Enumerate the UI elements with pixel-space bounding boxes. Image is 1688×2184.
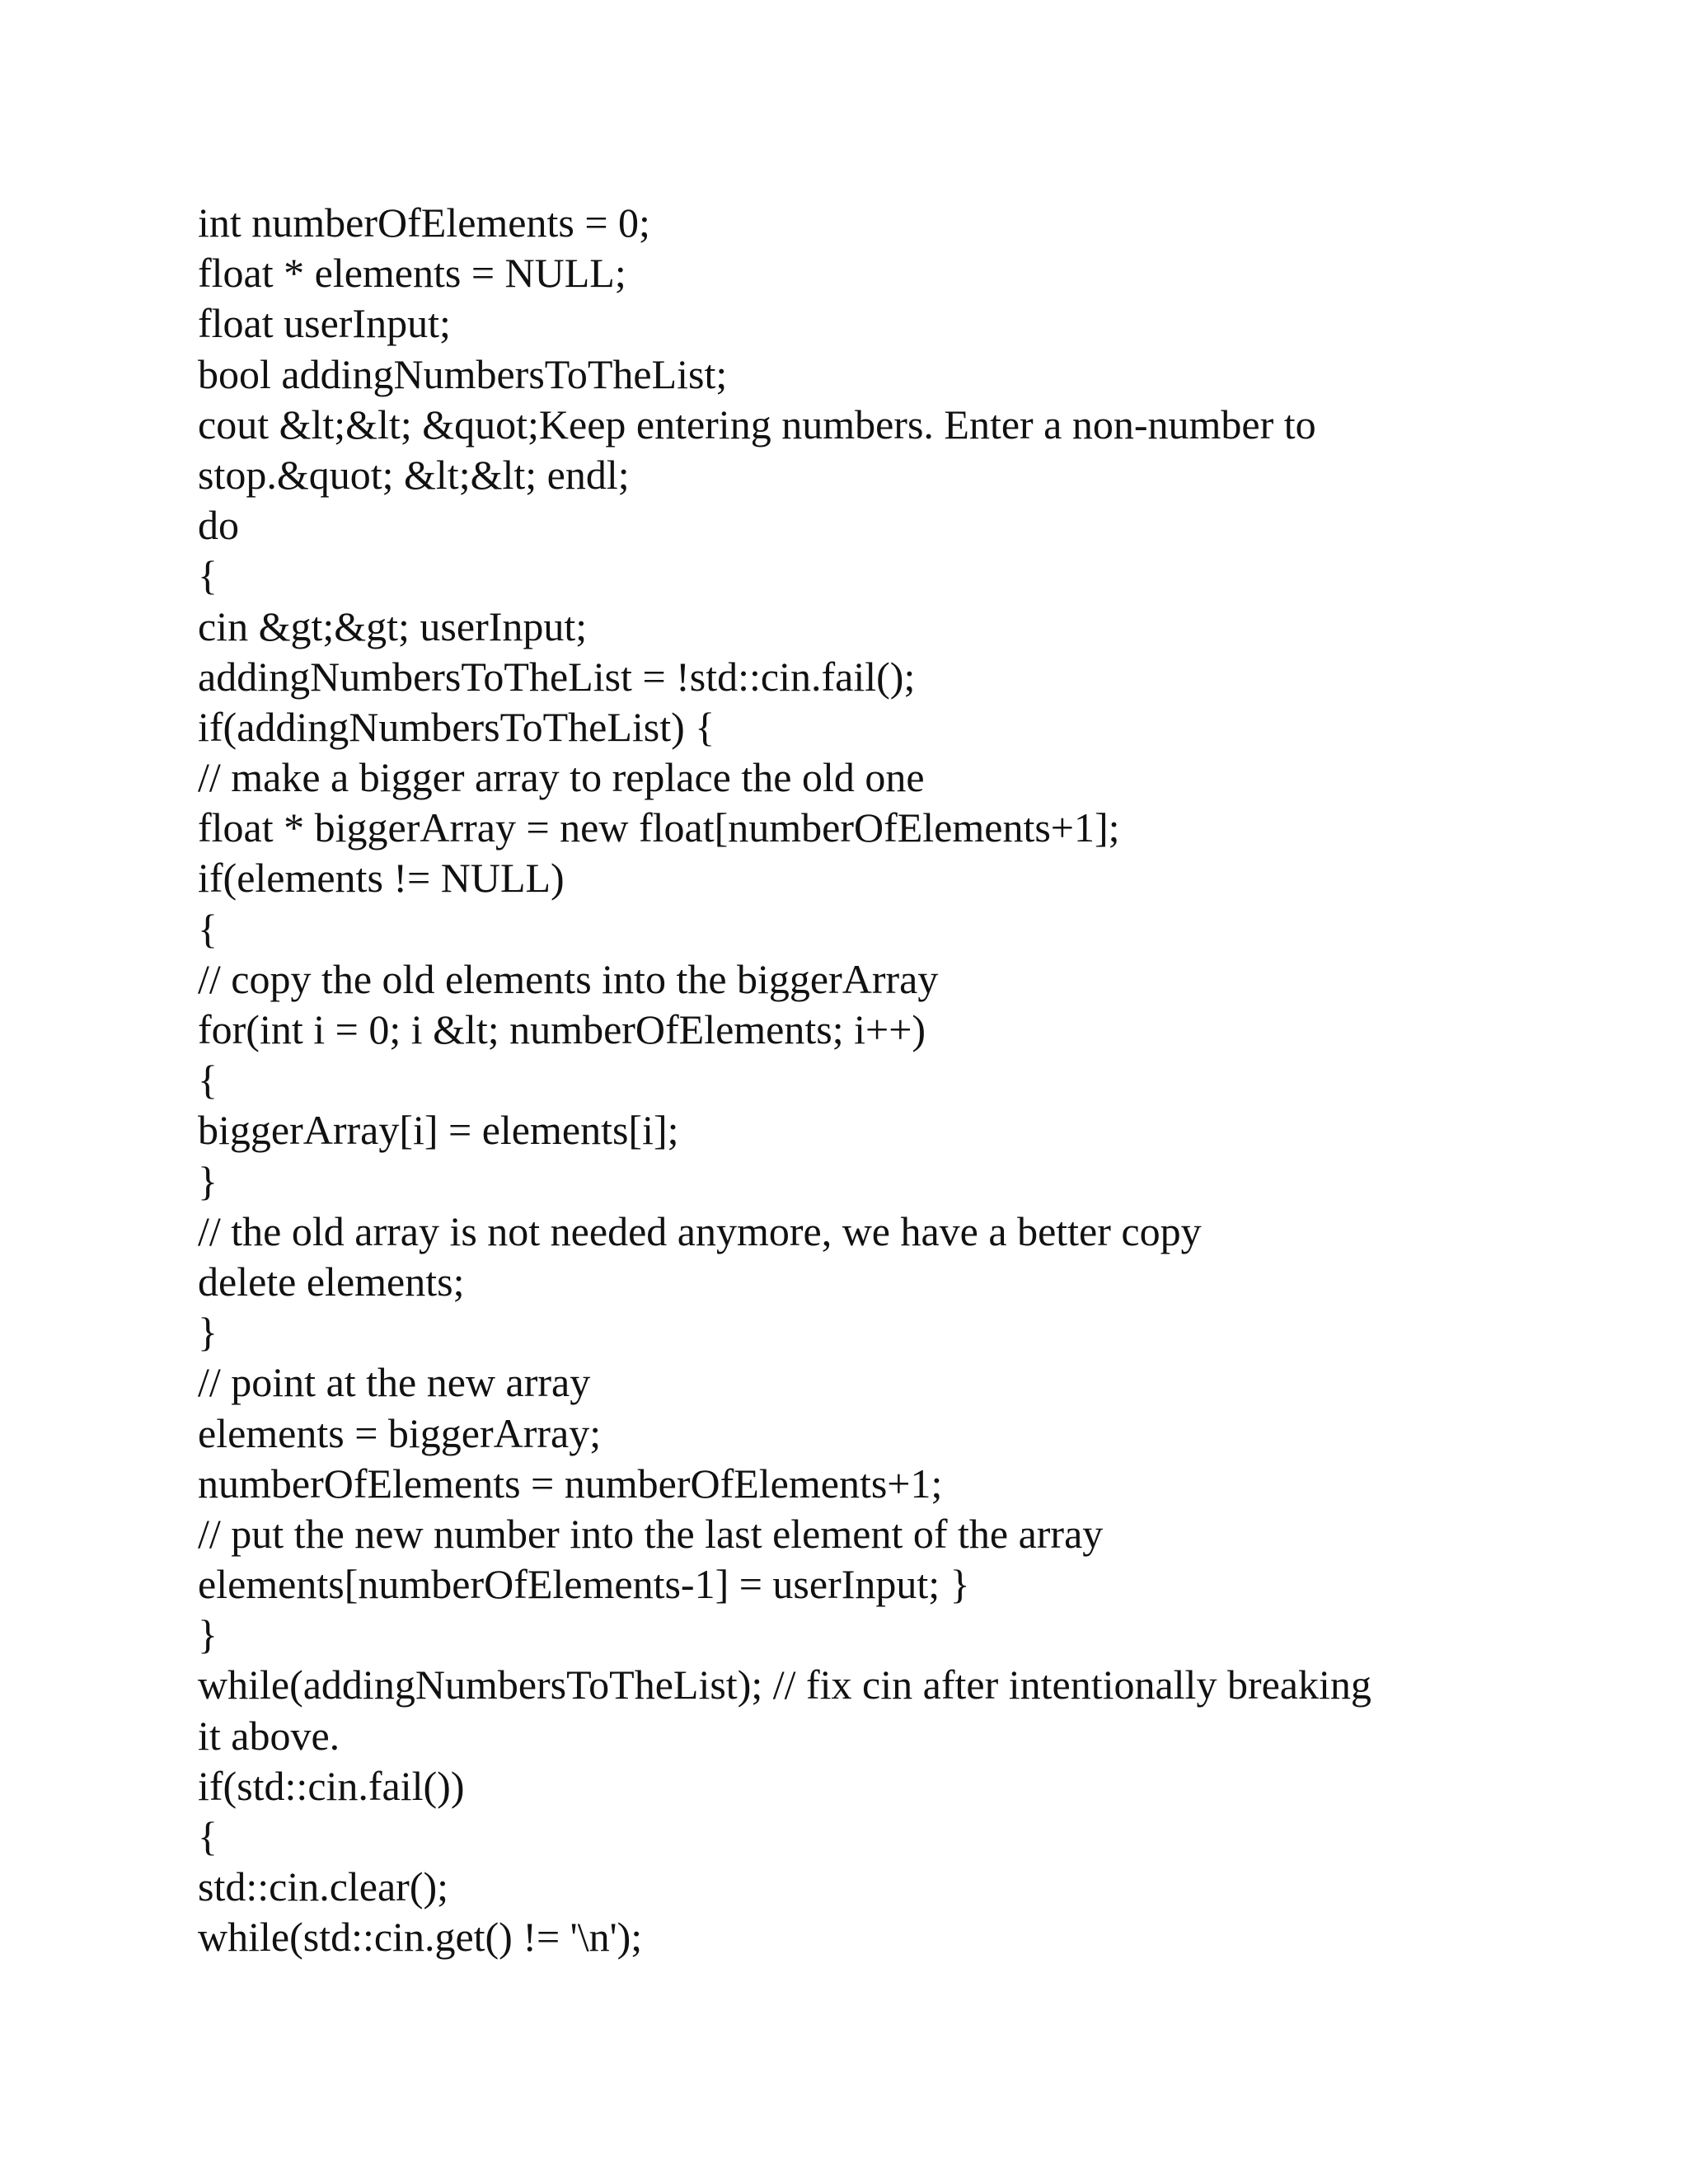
text-line: bool addingNumbersToTheList;	[198, 350, 728, 397]
text-line: numberOfElements = numberOfElements+1;	[198, 1460, 943, 1507]
text-line: {	[198, 1057, 218, 1104]
text-line: // the old array is not needed anymore, we have a better copy	[198, 1207, 1202, 1254]
text-line: // point at the new array	[198, 1359, 591, 1406]
text-line: int numberOfElements = 0;	[198, 199, 650, 246]
text-line: // make a bigger array to replace the old one	[198, 754, 925, 801]
text-line: delete elements;	[198, 1258, 465, 1305]
text-line: do	[198, 502, 239, 549]
text-line: // copy the old elements into the biggerArray	[198, 955, 939, 1002]
text-line: while(addingNumbersToTheList); // fix cin after intentionally breaking	[198, 1661, 1372, 1708]
text-line: stop.&quot; &lt;&lt; endl;	[198, 451, 630, 498]
text-line: }	[198, 1309, 218, 1356]
text-line: while(std::cin.get() != '\n');	[198, 1914, 643, 1961]
text-line: {	[198, 552, 218, 599]
text-line: cin &gt;&gt; userInput;	[198, 602, 588, 649]
text-line: for(int i = 0; i &lt; numberOfElements; i++)	[198, 1006, 926, 1052]
text-line: std::cin.clear();	[198, 1863, 449, 1910]
text-line: {	[198, 905, 218, 952]
text-line: cout &lt;&lt; &quot;Keep entering numbers. Enter a non-number to	[198, 401, 1316, 448]
text-line: }	[198, 1157, 218, 1204]
text-line: float * biggerArray = new float[numberOfElements+1];	[198, 804, 1120, 851]
text-line: elements[numberOfElements-1] = userInput; }	[198, 1561, 970, 1608]
text-line: if(addingNumbersToTheList) {	[198, 703, 715, 750]
text-line: // put the new number into the last element of the array	[198, 1510, 1104, 1557]
code-text-block	[198, 198, 1484, 1963]
text-line: {	[198, 1813, 218, 1859]
text-line: }	[198, 1611, 218, 1658]
text-line: addingNumbersToTheList = !std::cin.fail();	[198, 653, 916, 700]
text-line: float userInput;	[198, 300, 451, 347]
text-line: float * elements = NULL;	[198, 250, 626, 297]
text-line: biggerArray[i] = elements[i];	[198, 1107, 679, 1154]
text-line: if(elements != NULL)	[198, 855, 565, 902]
text-line: if(std::cin.fail())	[198, 1762, 465, 1809]
text-line: it above.	[198, 1712, 340, 1759]
text-line: elements = biggerArray;	[198, 1409, 602, 1456]
